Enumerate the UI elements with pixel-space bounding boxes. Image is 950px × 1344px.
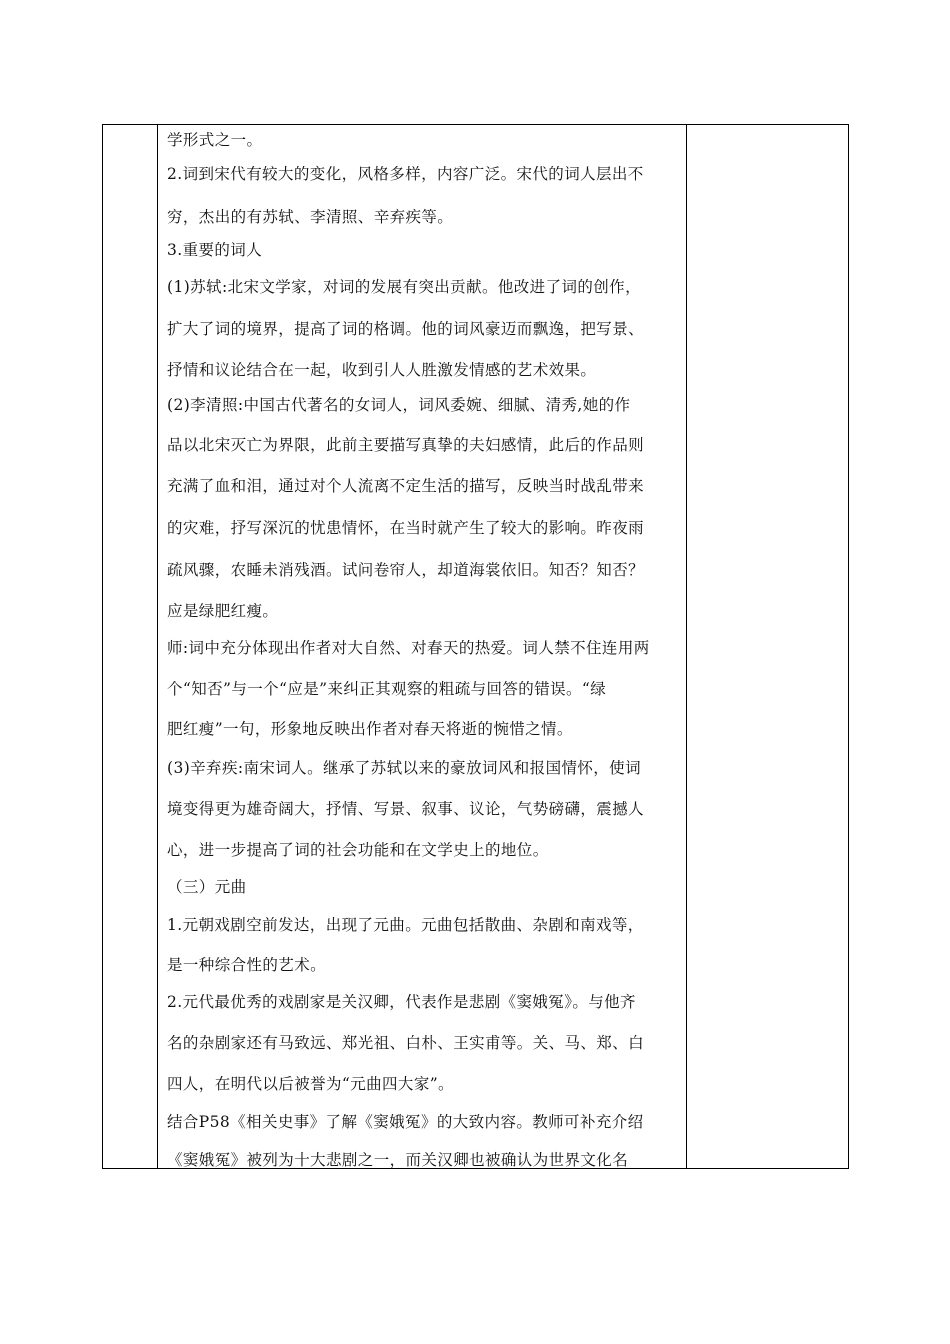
text-line: 心，进一步提高了词的社会功能和在文学史上的地位。	[167, 841, 549, 859]
text-line: 扩大了词的境界，提高了词的格调。他的词风豪迈而飘逸，把写景、	[167, 320, 645, 338]
text-line: (3)辛弃疾:南宋词人。继承了苏轼以来的豪放词风和报国情怀，使词	[167, 759, 641, 777]
text-line: 结合P58《相关史事》了解《窦娥冤》的大致内容。教师可补充介绍	[167, 1113, 644, 1131]
text-line: 穷，杰出的有苏轼、李清照、辛弃疾等。	[167, 208, 454, 226]
text-line: 2.词到宋代有较大的变化，风格多样，内容广泛。宋代的词人层出不	[167, 165, 644, 183]
text-line: 1.元朝戏剧空前发达，出现了元曲。元曲包括散曲、杂剧和南戏等，	[167, 916, 644, 934]
text-line: 品以北宋灭亡为界限，此前主要描写真挚的夫妇感情，此后的作品则	[167, 436, 645, 454]
text-line: 学形式之一。	[167, 131, 263, 149]
text-line: 充满了血和泪，通过对个人流离不定生活的描写，反映当时战乱带来	[167, 477, 645, 495]
section-heading: 3.重要的词人	[167, 241, 263, 259]
text-line: 应是绿肥红瘦。	[167, 602, 279, 620]
text-line: 《窦娥冤》被列为十大悲剧之一，而关汉卿也被确认为世界文化名	[167, 1151, 629, 1169]
text-line: 个“知否”与一个“应是”来纠正其观察的粗疏与回答的错误。“绿	[167, 680, 607, 698]
text-line: 境变得更为雄奇阔大，抒情、写景、叙事、议论，气势磅礴，震撼人	[167, 800, 645, 818]
text-line: 师:词中充分体现出作者对大自然、对春天的热爱。词人禁不住连用两	[167, 639, 650, 657]
text-line: 名的杂剧家还有马致远、郑光祖、白朴、王实甫等。关、马、郑、白	[167, 1034, 645, 1052]
column-divider-left	[157, 124, 158, 1169]
text-line: 四人，在明代以后被誉为“元曲四大家”。	[167, 1075, 454, 1093]
text-line: 抒情和议论结合在一起，收到引人人胜激发情感的艺术效果。	[167, 361, 597, 379]
text-line: (2)李清照:中国古代著名的女词人，词风委婉、细腻、清秀,她的作	[167, 396, 631, 414]
text-line: (1)苏轼:北宋文学家，对词的发展有突出贡献。他改进了词的创作，	[167, 278, 641, 296]
text-line: 是一种综合性的艺术。	[167, 956, 327, 974]
text-line: 的灾难，抒写深沉的忧患情怀，在当时就产生了较大的影响。昨夜雨	[167, 519, 645, 537]
section-heading: （三）元曲	[167, 878, 247, 896]
text-line: 肥红瘦”一句，形象地反映出作者对春天将逝的惋惜之情。	[167, 720, 573, 738]
text-line: 2.元代最优秀的戏剧家是关汉卿，代表作是悲剧《窦娥冤》。与他齐	[167, 993, 636, 1011]
column-divider-right	[686, 124, 687, 1169]
text-line: 疏风骤，农睡未消残酒。试问卷帘人，却道海裳依旧。知否？知否？	[167, 561, 645, 579]
